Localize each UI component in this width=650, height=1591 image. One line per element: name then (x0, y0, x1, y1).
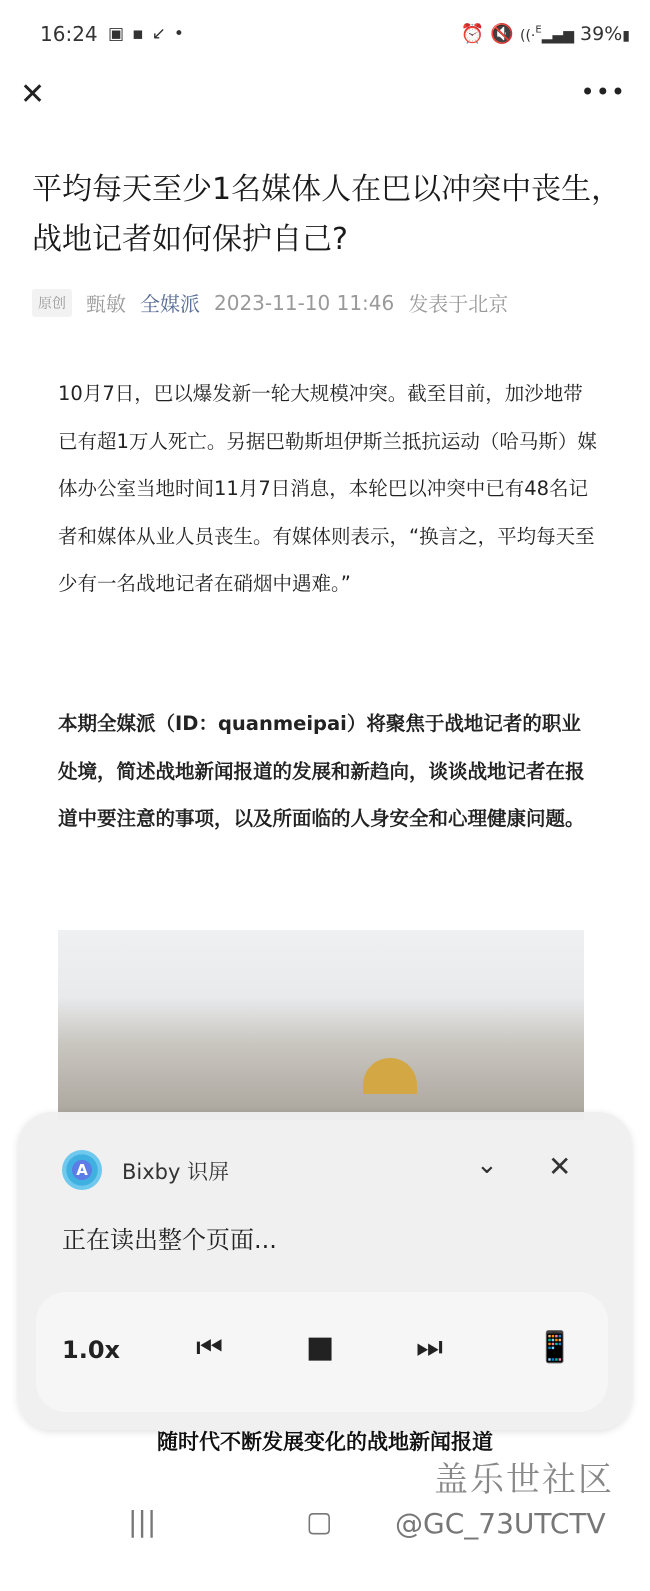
status-time: 16:24 (40, 22, 98, 46)
paragraph-summary: 本期全媒派（ID：quanmeipai）将聚焦于战地记者的职业处境，简述战地新闻报道的发展和新趋向，谈谈战地记者在报道中要注意的事项，以及所面临的人身安全和心理健康问题。 (58, 712, 585, 830)
next-icon[interactable]: ⏭ (416, 1330, 443, 1365)
collapse-chevron-icon[interactable]: ⌄ (476, 1150, 498, 1180)
article-title: 平均每天至少1名媒体人在巴以冲突中丧生，战地记者如何保护自己? (32, 172, 622, 257)
phone-speaker-icon[interactable]: 📱 (536, 1330, 574, 1365)
message-icon: ▪ (132, 24, 152, 44)
original-tag: 原创 (32, 289, 72, 317)
home-button[interactable]: ▢ (306, 1505, 333, 1538)
battery-level: 39% (580, 23, 623, 45)
bixby-close-button[interactable]: ✕ (548, 1150, 572, 1183)
bixby-name: Bixby 识屏 (122, 1160, 230, 1184)
bixby-panel (18, 1112, 632, 1430)
battery-icon: ▮ (622, 28, 630, 44)
notification-icons (108, 24, 192, 44)
alarm-icon: ⏰ (460, 23, 485, 45)
watermark-community: 盖乐世社区 (434, 1460, 614, 1500)
paragraph-intro: 10月7日，巴以爆发新一轮大规模冲突。截至目前，加沙地带已有超1万人死亡。另据巴勒斯坦伊斯兰抵抗运动（哈马斯）媒体办公室当地时间11月7日消息，本轮巴以冲突中已有48名记者和媒体从业人员丧生。有媒体则表示，“换言之，平均每天至少有一名战地记者在硝烟中遇难。” (58, 382, 597, 595)
missed-call-icon: ↙ (151, 24, 174, 44)
article-image (58, 930, 584, 1120)
publish-datetime: 2023-11-10 11:46 (214, 290, 395, 315)
status-bar (0, 18, 650, 52)
account-link[interactable]: 全媒派 (140, 292, 200, 316)
image-icon: ▣ (108, 24, 133, 44)
dot-icon: • (173, 24, 192, 44)
signal-icon: ▂▄▆ (541, 28, 574, 44)
article-meta (32, 288, 508, 317)
stop-icon[interactable]: ■ (306, 1330, 335, 1365)
speed-button[interactable]: 1.0x (62, 1336, 120, 1364)
system-icons (461, 22, 630, 45)
more-options-button[interactable]: ••• (580, 78, 626, 106)
recent-apps-button[interactable]: ||| (128, 1505, 157, 1538)
publish-location: 发表于北京 (408, 292, 509, 316)
previous-icon[interactable]: ⏮ (196, 1330, 223, 1365)
playback-controls (36, 1292, 608, 1412)
section-heading: 随时代不断发展变化的战地新闻报道 (157, 1430, 493, 1454)
network-type: E (535, 24, 542, 36)
author: 甄敏 (86, 292, 126, 316)
mute-icon: 🔇 (490, 23, 514, 45)
reading-status: 正在读出整个页面... (62, 1226, 277, 1254)
close-button[interactable]: ✕ (20, 77, 46, 112)
watermark-user: @GC_73UTCTV (395, 1507, 606, 1540)
bixby-logo-icon: A (62, 1150, 102, 1190)
wifi-icon: ((· (519, 28, 536, 44)
